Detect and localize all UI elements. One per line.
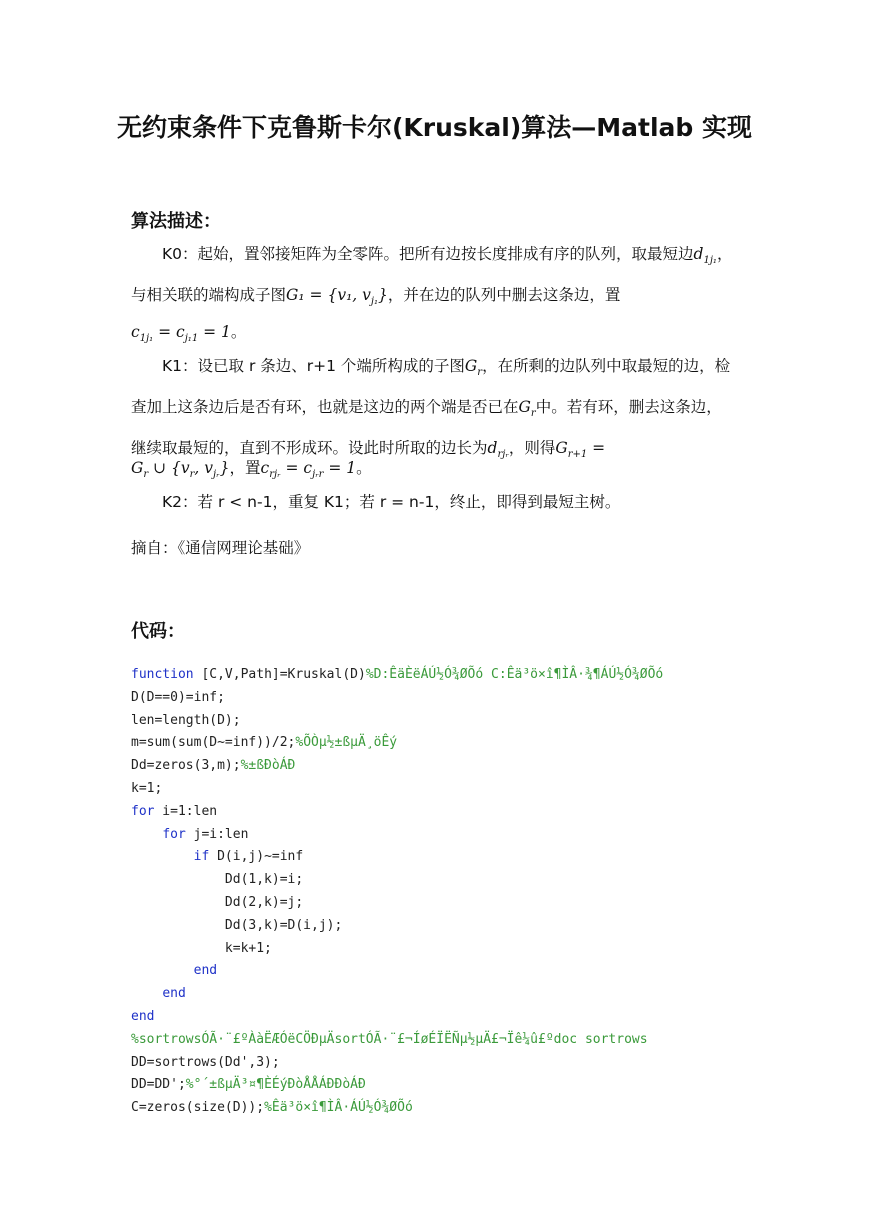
code-text: [C,V,Path]=Kruskal(D) [193,667,366,682]
code-text [131,849,194,864]
k0-text-a: K0：起始，置邻接矩阵为全零阵。把所有边按长度排成有序的队列，取最短边 [162,245,694,263]
code-text: C=zeros(size(D)); [131,1100,265,1116]
code-line [131,664,663,687]
code-comment: %D:ÊäÈëÁÚ½Ó¾ØÕó C:Êä³ö×î¶ÌÂ·¾¶ÁÚ½Ó¾ØÕó [365,667,664,682]
algorithm-heading: 算法描述： [131,211,221,232]
code-text: k=1; [131,780,163,796]
code-text: Dd=zeros(3,m); [131,758,241,774]
code-line [131,710,663,733]
code-keyword: function [131,667,194,682]
k1-end: 。 [356,459,372,477]
code-comment: %°´±ßµÄ³¤¶ÈÉýÐòÅÅÁÐÐòÁÐ [185,1077,366,1093]
k0-text-c: ，并在边的队列中删去这条边，置 [387,286,621,305]
code-text: D(i,j)~=inf [209,849,304,865]
code-text: len=length(D); [131,712,241,728]
code-text: j=i:len [185,826,249,842]
code-keyword: end [193,963,218,979]
code-line [131,915,663,938]
code-text [131,827,162,842]
k1-text-c: 中。若有环，删去这条边，继续取最短的，直到不形成环。设此时所取的边长为 [131,398,722,458]
math-gr-2: $G_r$ [518,398,536,420]
code-comment: %sortrowsÓÃ·¨£ºÀàËÆÓëCÖÐµÄsortÓÃ·¨£¬ÍøÉÏËÑµ½µÄ£¬Ïê¼û£ºdoc sortrows [131,1031,648,1047]
math-g1-set: G₁ = {v₁, $v_{j_1}$} [286,286,388,308]
code-line [131,869,663,892]
code-block [131,664,663,1120]
math-drjr: $d_{rjᵣ}$ [487,439,509,461]
code-text [131,963,194,978]
code-keyword: if [193,849,210,865]
document-title: 无约束条件下克鲁斯卡尔(Kruskal)算法—Matlab 实现 [116,113,753,142]
code-keyword: end [162,986,186,1002]
code-text: D(D==0)=inf; [131,689,225,705]
code-keyword: for [162,826,186,842]
k0-text-b: ，与相关联的端构成子图 [131,245,733,305]
code-line [131,1029,663,1052]
source-citation: 摘自：《通信网理论基础》 [131,539,310,557]
code-line [131,960,663,983]
code-line [131,687,663,710]
code-line [131,1006,663,1029]
code-line [131,1074,663,1097]
code-comment: %±ßÐòÁÐ [240,758,296,774]
code-keyword: end [131,1008,155,1024]
code-text: k=k+1; [131,940,272,956]
code-text: i=1:len [154,803,218,819]
code-line [131,824,663,847]
math-c-eq: $c_{1j_1} = c_{j_11} = 1$ [131,323,231,345]
code-text: Dd(2,k)=j; [131,894,304,910]
code-text: m=sum(sum(D~=inf))/2; [131,735,296,751]
code-line [131,938,663,961]
code-line [131,755,663,778]
code-line [131,801,663,824]
math-d1j1: $d_{1j_1}$ [693,245,717,267]
code-line [131,1052,663,1075]
code-text: DD=DD'; [131,1077,186,1093]
code-keyword: for [131,803,155,819]
paragraph-k2: K2：若 r < n-1，重复 K1；若 r = n-1，终止，即得到最短主树。 [162,493,621,511]
code-comment: %ÕÒµ½±ßµÄ¸öÊý [295,735,398,751]
code-line [131,983,663,1006]
code-text [131,986,162,1001]
code-text: Dd(3,k)=D(i,j); [131,917,343,933]
code-line [131,732,663,755]
k0-end: 。 [230,323,247,341]
code-line [131,778,663,801]
math-crjr: $c_{rjᵣ} = c_{jᵣr} = 1$ [260,459,357,481]
paragraph-k0 [131,237,737,319]
code-comment: %Êä³ö×î¶ÌÂ·ÁÚ½Ó¾ØÕó [264,1100,413,1116]
code-line [131,1097,663,1120]
code-text: DD=sortrows(Dd',3); [131,1054,280,1070]
code-line [131,846,663,869]
math-gr: $G_r$ [464,357,483,379]
math-gr1: $G_{r+1}$ = [555,439,606,461]
code-heading: 代码： [131,621,185,642]
math-gr-union: $G_r$ ∪ {$v_r$, $v_{jᵣ}$} [131,459,230,481]
k1-text-e: ，置 [229,459,261,477]
k1-text-d: ，则得 [508,439,556,458]
k1-text-a: K1：设已取 r 条边、r+1 个端所构成的子图 [162,357,465,375]
code-text: Dd(1,k)=i; [131,872,304,888]
code-line [131,892,663,915]
k1-text-b: ，在所剩的边队列中取最短的边，检查加上这条边后是否有环，也就是这边的两个端是否已在 [131,357,731,417]
